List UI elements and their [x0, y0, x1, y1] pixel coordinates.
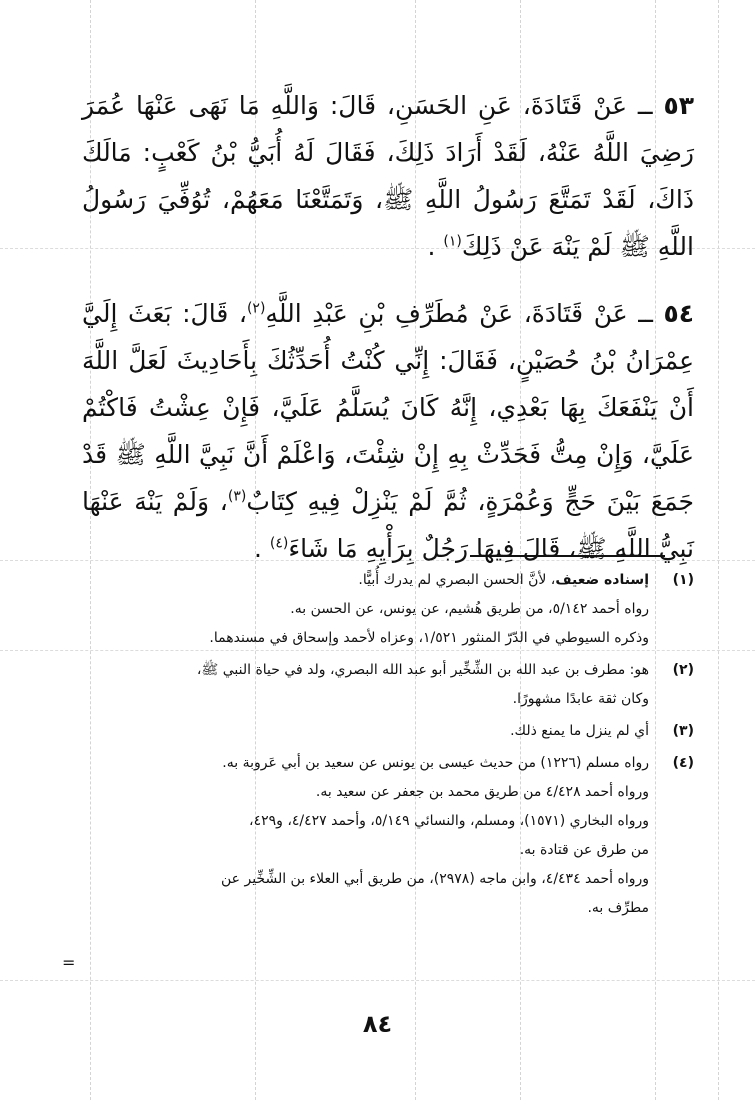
footnotes: [82, 566, 694, 926]
footnote-mark: (٣): [672, 723, 694, 739]
footnote-ref: (٣): [227, 488, 247, 505]
footnote-line: ورواه أحمد ٤/٤٣٤، وابن ماجه (٢٩٧٨)، من طريق أبي العلاء بن الشِّخِّير عن: [221, 871, 649, 887]
footnote-ref: (٤): [269, 535, 289, 552]
footnote-line: هو: مطرف بن عبد الله بن الشِّخِّير أبو عبد الله البصري، ولد في حياة النبي ﷺ،: [196, 662, 649, 678]
footnote-line: رواه مسلم (١٢٢٦) من حديث عيسى بن يونس عن سعيد بن أبي عَروبة به.: [222, 755, 649, 771]
main-text: [82, 82, 694, 572]
footnote-ref: (٢): [246, 300, 266, 317]
footnote-mark: (١): [672, 572, 694, 588]
footnote-mark: (٤): [672, 755, 694, 771]
footnote-line: من طرق عن قتادة به.: [519, 842, 649, 858]
page-number: ٨٤: [362, 1010, 393, 1038]
hadith-text: ــ عَنْ قَتَادَةَ، عَنْ مُطَرِّفِ بْنِ عَبْدِ اللَّهِ: [265, 299, 664, 328]
footnote-line: مطرِّف به.: [587, 900, 649, 916]
footnote-line: ورواه أحمد ٤/٤٢٨ من طريق محمد بن جعفر عن سعيد به.: [315, 784, 649, 800]
footnote-line: أي لم ينزل ما يمنع ذلك.: [510, 723, 649, 739]
hadith-number: ٥٤: [663, 299, 695, 328]
hadith-54: [82, 290, 694, 572]
hadith-text: ، قَالَ: بَعَثَ إِلَيَّ عِمْرَانُ بْنُ حُصَيْنٍ، فَقَالَ: إِنِّي كُنْتُ أُحَدِّثُكَ بِأَحَادِيثَ لَعَلَّ اللَّهَ أَنْ يَنْفَعَكَ بِهَا بَعْدِي، إِنَّهُ كَانَ يُسَلَّمُ عَلَيَّ، فَإِنْ عِشْتُ فَاكْتُمْ عَلَيَّ، وَإِنْ مِتُّ فَحَدِّثْ بِهِ إِنْ شِئْتَ، وَاعْلَمْ أَنَّ نَبِيَّ اللَّهِ ﷺ قَدْ جَمَعَ بَيْنَ حَجٍّ وَعُمْرَةٍ، ثُمَّ لَمْ يَنْزِلْ فِيهِ كِتَابٌ: [82, 299, 695, 516]
hadith-53: [82, 82, 694, 270]
hadith-end: .: [253, 534, 270, 563]
footnote-3: [82, 717, 694, 746]
hadith-number: ٥٣: [663, 91, 694, 120]
footnote-line: ورواه البخاري (١٥٧١)، ومسلم، والنسائي ٥/١٤٩، وأحمد ٤/٤٢٧، و٤٢٩،: [249, 813, 649, 829]
hadith-text: ــ عَنْ قَتَادَةَ، عَنِ الحَسَنِ، قَالَ: وَاللَّهِ مَا نَهَى عَنْهَا عُمَرَ رَضِيَ اللَّهُ عَنْهُ، لَقَدْ أَرَادَ ذَلِكَ، فَقَالَ لَهُ أُبَيُّ بْنُ كَعْبٍ: مَالَكَ ذَاكَ، لَقَدْ تَمَتَّعَ رَسُولُ اللَّهِ ﷺ، وَتَمَتَّعْنَا مَعَهُمْ، تُوُفِّيَ رَسُولُ اللَّهِ ﷺ لَمْ يَنْهَ عَنْ ذَلِكَ: [82, 91, 694, 261]
footnote-lead: إسناده ضعيف: [555, 572, 649, 588]
footnote-4: [82, 749, 694, 923]
guide-line: [718, 0, 719, 1100]
footnote-1: [82, 566, 694, 653]
hadith-end: .: [427, 232, 444, 261]
footnote-2: [82, 656, 694, 714]
footnote-line: رواه أحمد ٥/١٤٢، من طريق هُشيم، عن يونس، عن الحسن به.: [290, 601, 649, 617]
footnote-line: [82, 566, 649, 595]
continuation-mark: =: [62, 953, 76, 972]
footnote-line: وكان ثقة عابدًا مشهورًا.: [512, 691, 649, 707]
footnote-mark: (٢): [672, 662, 694, 678]
hadith-text: ، وَلَمْ يَنْهَ عَنْهَا نَبِيُّ اللَّهِ ﷺ، قَالَ فِيهَا رَجُلٌ بِرَأْيِهِ مَا شَاءَ: [82, 487, 694, 563]
guide-line: [0, 980, 755, 981]
footnote-text: ، لأنَّ الحسن البصري لم يدرك أُبيًّا.: [358, 572, 556, 588]
footnote-line: وذكره السيوطي في الدّرّ المنثور ١/٥٢١، وعزاه لأحمد وإسحاق في مسندهما.: [209, 630, 649, 646]
footnote-divider: [470, 555, 665, 557]
footnote-ref: (١): [443, 233, 462, 250]
